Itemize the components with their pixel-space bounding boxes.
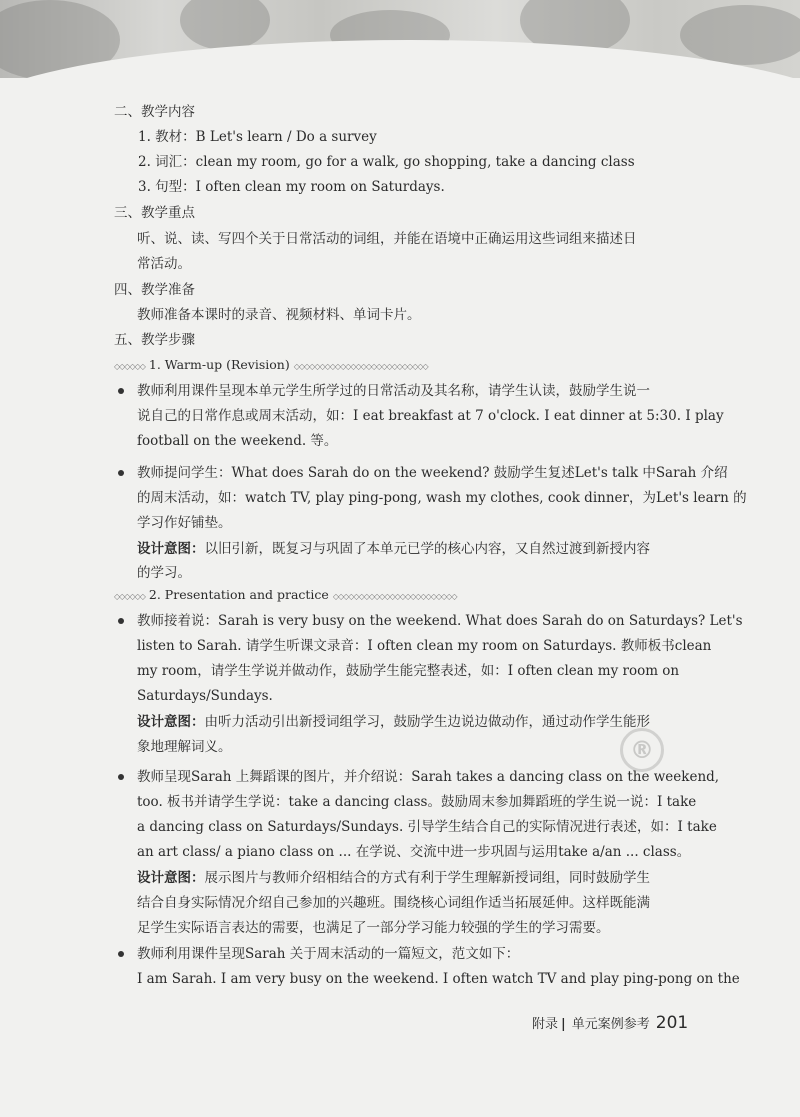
step2-bullet1-line-1: 教师接着说：Sarah is very busy on the weekend. What does Sarah do on Saturdays? Let's	[137, 613, 743, 629]
focus-line-2: 常活动。	[137, 256, 191, 272]
bullet-dot	[118, 774, 124, 780]
section-heading-prep: 四、教学准备	[114, 282, 195, 298]
step1-bullet1-line-3: football on the weekend. 等。	[137, 433, 338, 449]
footer-section: 单元案例参考	[571, 1017, 650, 1032]
step2-design1-line-1	[137, 712, 650, 732]
page-footer	[532, 1013, 688, 1035]
step2-bullet3-line-1: 教师利用课件呈现Sarah 关于周末活动的一篇短文，范文如下：	[137, 946, 520, 962]
step-1-title: 1. Warm-up (Revision)	[148, 357, 290, 372]
step2-bullet1-line-2: listen to Sarah. 请学生听课文录音：I often clean my room on Saturdays. 教师板书clean	[137, 638, 712, 654]
step2-design2-line-1	[137, 868, 650, 888]
registered-mark: ®	[620, 728, 664, 772]
dotted-rule-right: ◇◇◇◇◇◇◇◇◇◇◇◇◇◇◇◇◇◇◇◇◇◇◇◇	[332, 592, 457, 601]
section-heading-content: 二、教学内容	[114, 104, 195, 120]
section-heading-focus: 三、教学重点	[114, 205, 195, 221]
step2-bullet1-line-3: my room，请学生学说并做动作，鼓励学生能完整表述，如：I often clean my room on	[137, 663, 680, 679]
step-1-title-row	[114, 355, 428, 377]
content-item-1: 1. 教材：B Let's learn / Do a survey	[138, 129, 377, 145]
step1-bullet1-line-1: 教师利用课件呈现本单元学生所学过的日常活动及其名称，请学生认读，鼓励学生说一	[137, 383, 650, 399]
step2-bullet2-line-4: an art class/ a piano class on ... 在学说、交流中进一步巩固与运用take a/an ... class。	[137, 844, 691, 860]
step1-bullet1-line-2: 说自己的日常作息或周末活动，如：I eat breakfast at 7 o'clock. I eat dinner at 5:30. I play	[137, 408, 724, 424]
sample-text-line-1: I am Sarah. I am very busy on the weekend. I often watch TV and play ping-pong on the	[137, 971, 740, 987]
focus-line-1: 听、说、读、写四个关于日常活动的词组，并能在语境中正确运用这些词组来描述日	[137, 231, 637, 247]
step2-bullet2-line-3: a dancing class on Saturdays/Sundays. 引导学生结合自己的实际情况进行表述，如：I take	[137, 819, 717, 835]
step1-design-line-2: 的学习。	[137, 565, 191, 581]
step1-design-line-1	[137, 539, 650, 559]
bullet-dot	[118, 470, 124, 476]
bullet-dot	[118, 951, 124, 957]
design-intent-text: 以旧引新，既复习与巩固了本单元已学的核心内容，又自然过渡到新授内容	[204, 541, 650, 557]
step1-bullet2-line-2: 的周末活动，如：watch TV, play ping-pong, wash my clothes, cook dinner，为Let's learn 的	[137, 490, 747, 506]
content-item-3: 3. 句型：I often clean my room on Saturdays.	[138, 179, 445, 195]
step1-bullet2-line-3: 学习作好铺垫。	[137, 515, 232, 531]
design-intent-label: 设计意图：	[137, 541, 205, 557]
dotted-rule-left: ◇◇◇◇◇◇	[114, 362, 145, 371]
design-intent-label: 设计意图：	[137, 714, 205, 730]
step2-bullet2-line-1: 教师呈现Sarah 上舞蹈课的图片，并介绍说：Sarah takes a dancing class on the weekend,	[137, 769, 720, 785]
bullet-dot	[118, 618, 124, 624]
bullet-dot	[118, 388, 124, 394]
section-heading-steps: 五、教学步骤	[114, 332, 195, 348]
step2-design2-line-3: 足学生实际语言表达的需要，也满足了一部分学习能力较强的学生的学习需要。	[137, 920, 610, 936]
prep-line: 教师准备本课时的录音、视频材料、单词卡片。	[137, 307, 421, 323]
step-2-title: 2. Presentation and practice	[148, 587, 329, 602]
page-number: 201	[655, 1013, 689, 1033]
step2-design1-line-2: 象地理解词义。	[137, 739, 232, 755]
footer-appendix: 附录	[532, 1017, 559, 1032]
design-intent-text: 展示图片与教师介绍相结合的方式有利于学生理解新授词组，同时鼓励学生	[204, 870, 650, 886]
dotted-rule-left: ◇◇◇◇◇◇	[114, 592, 145, 601]
design-intent-text: 由听力活动引出新授词组学习，鼓励学生边说边做动作，通过动作学生能形	[204, 714, 650, 730]
footer-separator: |	[561, 1017, 566, 1032]
step2-bullet2-line-2: too. 板书并请学生学说：take a dancing class。鼓励周末参加舞蹈班的学生说一说：I take	[137, 794, 697, 810]
step2-bullet1-line-4: Saturdays/Sundays.	[137, 688, 273, 704]
step1-bullet2-line-1: 教师提问学生：What does Sarah do on the weekend? 鼓励学生复述Let's talk 中Sarah 介绍	[137, 465, 728, 481]
content-item-2: 2. 词汇：clean my room, go for a walk, go shopping, take a dancing class	[138, 154, 635, 170]
step2-design2-line-2: 结合自身实际情况介绍自己参加的兴趣班。围绕核心词组作适当拓展延伸。这样既能满	[137, 895, 650, 911]
design-intent-label: 设计意图：	[137, 870, 205, 886]
step-2-title-row	[114, 585, 456, 607]
dotted-rule-right: ◇◇◇◇◇◇◇◇◇◇◇◇◇◇◇◇◇◇◇◇◇◇◇◇◇◇	[293, 362, 428, 371]
